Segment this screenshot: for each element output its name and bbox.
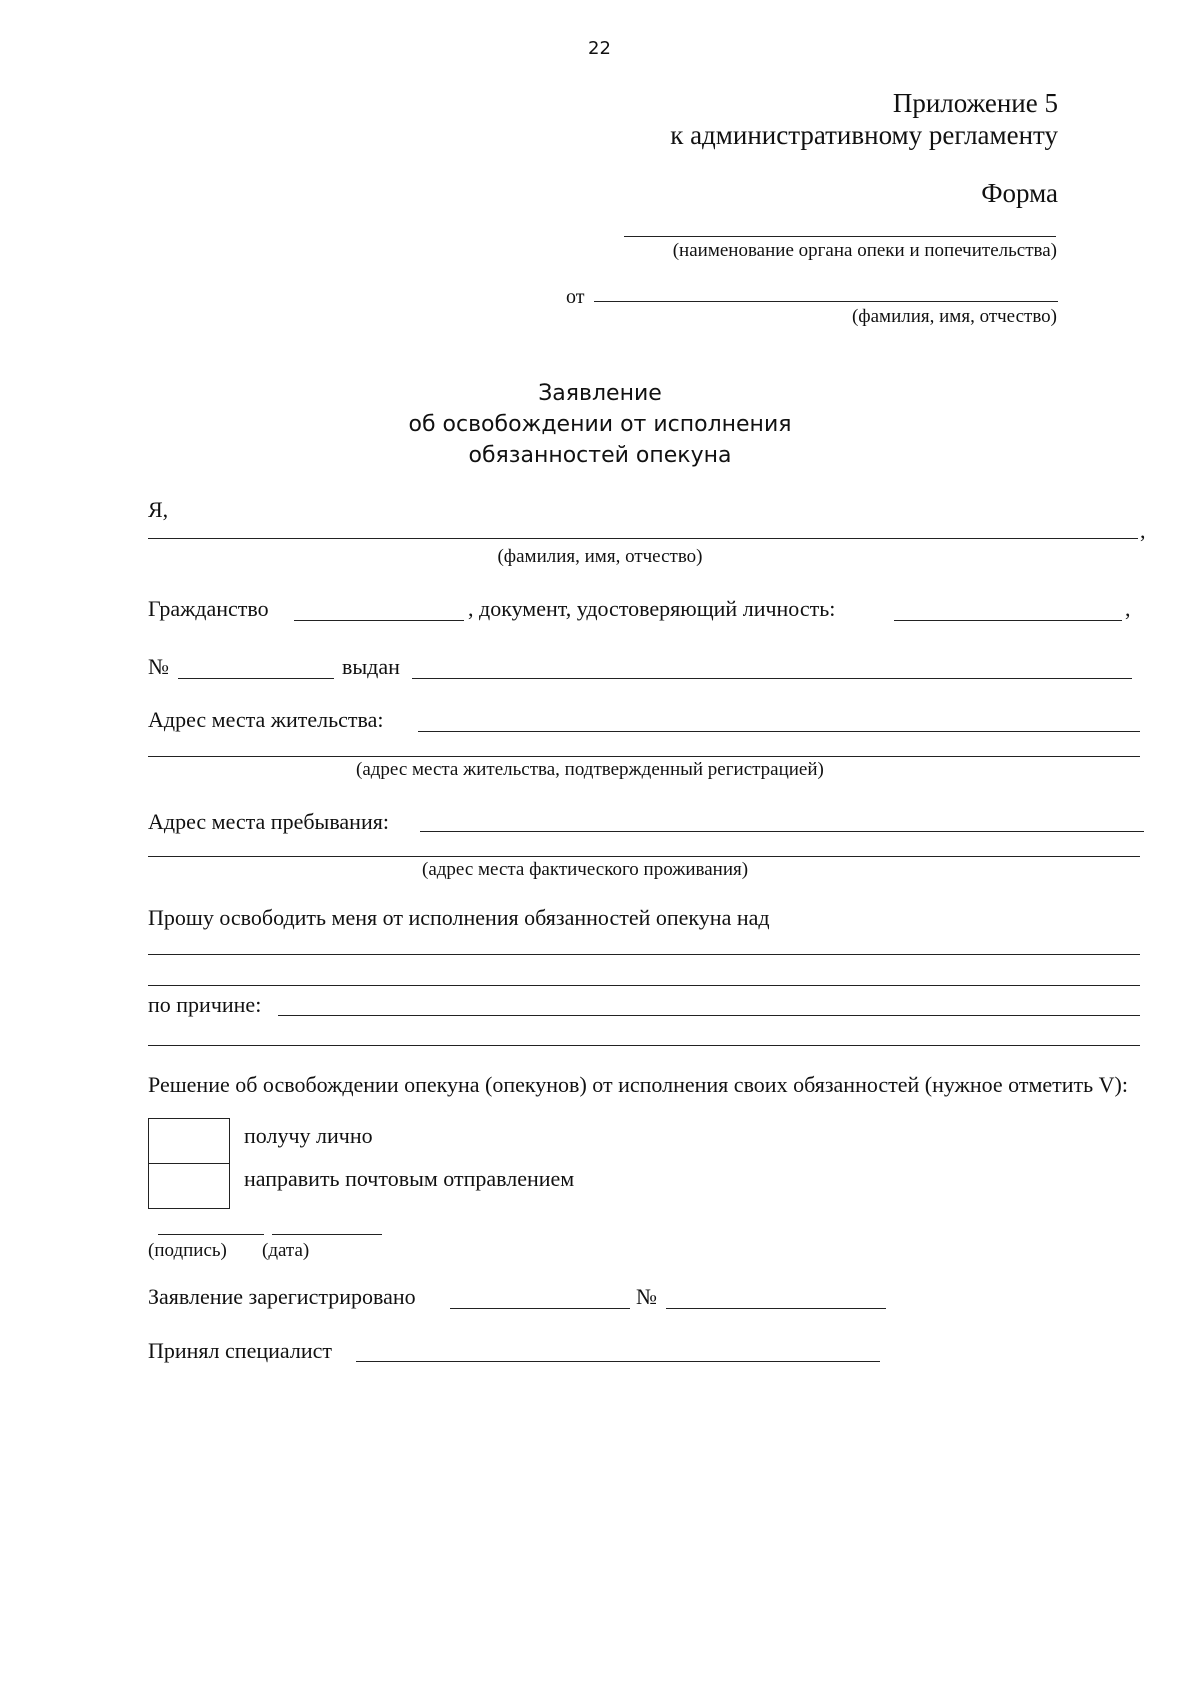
identity-document-comma: , [1125,596,1131,621]
specialist-label: Принял специалист [148,1338,332,1363]
reason-field[interactable] [278,1015,1140,1016]
option-in-person-label: получу лично [244,1123,373,1148]
residence-address-caption: (адрес места жительства, подтвержденный регистрацией) [356,759,824,780]
date-field[interactable] [272,1234,382,1235]
registration-date-field[interactable] [450,1308,630,1309]
identity-document-label: , документ, удостоверяющий личность: [468,596,836,621]
residence-address-label: Адрес места жительства: [148,707,384,732]
reason-field-2[interactable] [148,1045,1140,1046]
appendix-subtitle: к административному регламенту [670,120,1058,150]
i-label: Я, [148,497,169,522]
appendix-title: Приложение 5 [892,88,1058,118]
document-title-line3: обязанностей опекуна [468,443,732,468]
citizenship-field[interactable] [294,620,464,621]
stay-address-label: Адрес места пребывания: [148,809,389,834]
registration-number-field[interactable] [666,1308,886,1309]
option-by-mail-checkbox[interactable] [148,1163,230,1209]
request-text: Прошу освободить меня от исполнения обязанностей опекуна над [148,905,770,930]
residence-address-field-2[interactable] [148,756,1140,757]
signature-field[interactable] [158,1234,264,1235]
ward-name-field-2[interactable] [148,985,1140,986]
document-title: Заявление [538,381,662,406]
registration-number-label: № [636,1284,657,1309]
document-title-line2: об освобождении от исполнения [408,412,792,437]
option-by-mail-label: направить почтовым отправлением [244,1166,575,1191]
from-name-field[interactable] [594,301,1058,302]
stay-address-field[interactable] [420,831,1144,832]
ward-name-field[interactable] [148,954,1140,955]
guardianship-authority-field[interactable] [624,236,1056,237]
from-label: от [566,286,585,308]
page-number: 22 [588,38,611,59]
signature-caption: (подпись) [148,1240,227,1261]
guardianship-authority-caption: (наименование органа опеки и попечительства) [672,240,1057,261]
identity-document-field[interactable] [894,620,1122,621]
stay-address-caption: (адрес места фактического проживания) [422,859,749,880]
applicant-name-field[interactable] [148,538,1138,539]
applicant-name-caption: (фамилия, имя, отчество) [497,546,703,567]
issued-by-label: выдан [342,654,400,679]
document-number-field[interactable] [178,678,334,679]
option-in-person-checkbox[interactable] [148,1118,230,1164]
decision-text: Решение об освобождении опекуна (опекунов) от исполнения своих обязанностей (нужное отметить V): [148,1072,1128,1097]
specialist-field[interactable] [356,1361,880,1362]
residence-address-field[interactable] [418,731,1140,732]
registered-label: Заявление зарегистрировано [148,1284,416,1309]
document-number-label: № [148,654,169,679]
applicant-name-comma: , [1140,518,1146,543]
citizenship-label: Гражданство [148,596,269,621]
from-name-caption: (фамилия, имя, отчество) [851,306,1057,327]
form-label: Форма [981,178,1058,208]
date-caption: (дата) [262,1240,310,1261]
issued-by-field[interactable] [412,678,1132,679]
stay-address-field-2[interactable] [148,856,1140,857]
reason-label: по причине: [148,992,262,1017]
